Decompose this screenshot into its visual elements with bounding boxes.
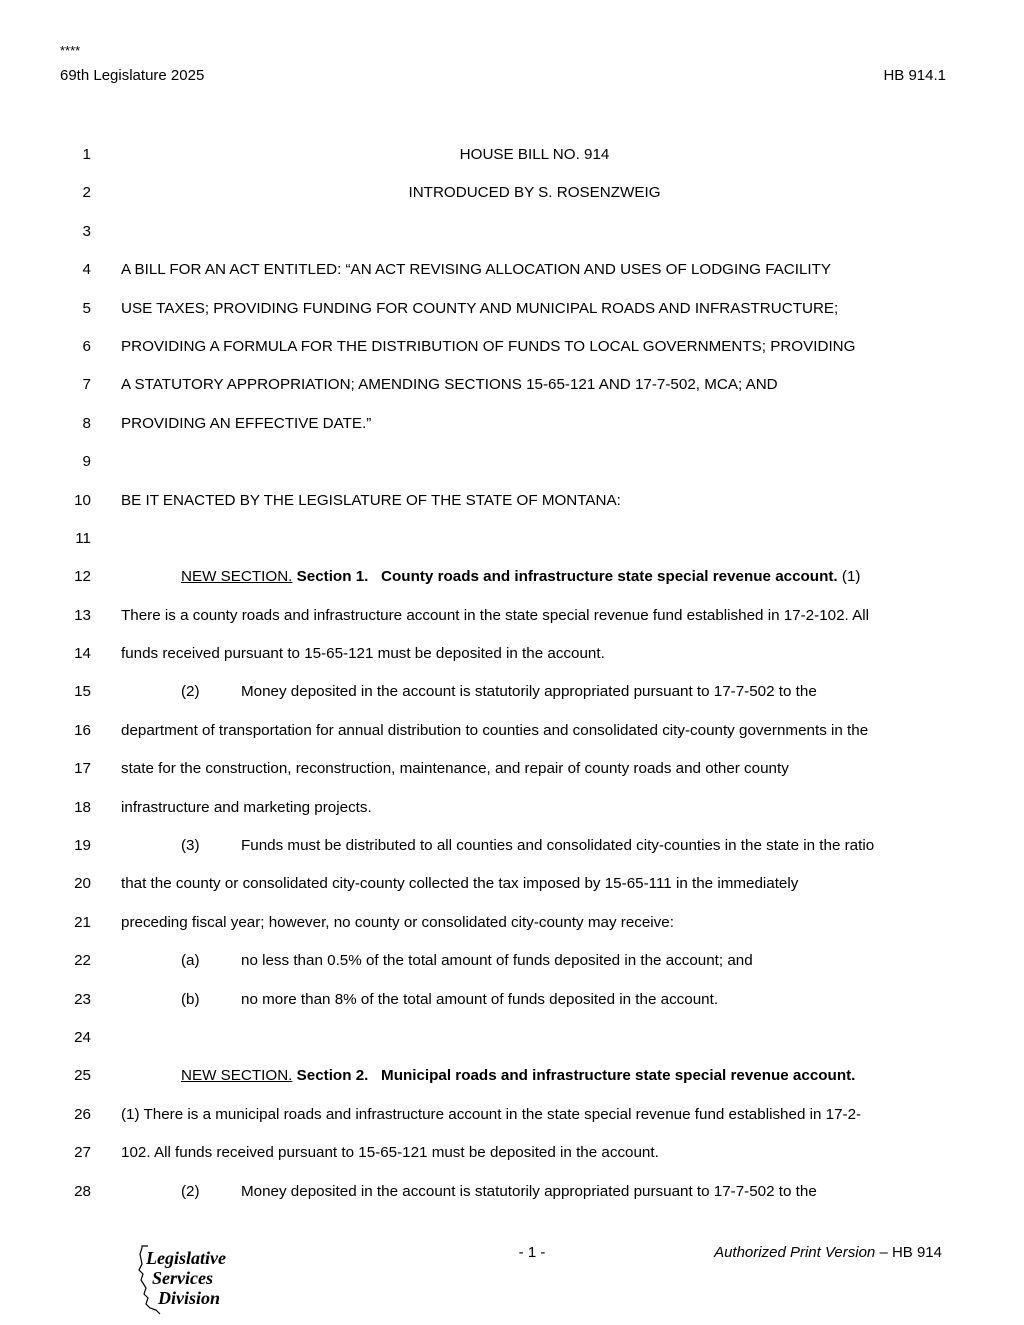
line: [0, 1173, 1024, 1211]
line-text: USE TAXES; PROVIDING FUNDING FOR COUNTY AND MUNICIPAL ROADS AND INFRASTRUCTURE;: [121, 299, 839, 317]
line-number: 28: [74, 1182, 91, 1200]
section-title: Municipal roads and infrastructure state special revenue account.: [381, 1067, 856, 1085]
line: [0, 558, 1024, 596]
line-number: 12: [74, 568, 91, 586]
line: [0, 750, 1024, 788]
line-text: that the county or consolidated city-county collected the tax imposed by 15-65-111 in the immediately: [121, 875, 799, 893]
new-section-marker: NEW SECTION.: [181, 568, 293, 586]
logo-line-1: Legislative: [146, 1248, 226, 1268]
line: [0, 290, 1024, 328]
line-number: 8: [82, 414, 91, 432]
line-text: PROVIDING AN EFFECTIVE DATE.”: [121, 414, 372, 432]
line: [0, 405, 1024, 443]
line-number: 7: [82, 376, 91, 394]
line-number: 15: [74, 683, 91, 701]
legislature-session: 69th Legislature 2025: [60, 67, 205, 84]
section-number: Section 1.: [296, 568, 369, 586]
subsection-label: (3): [181, 837, 200, 855]
authorized-print-version: [714, 1244, 942, 1261]
line-text: preceding fiscal year; however, no county or consolidated city-county may receive:: [121, 913, 674, 931]
enacting-clause: BE IT ENACTED BY THE LEGISLATURE OF THE STATE OF MONTANA:: [121, 491, 621, 509]
page-number: - 1 -: [518, 1244, 546, 1261]
bill-text: [0, 136, 1024, 1211]
subsection-label: (a): [181, 952, 200, 970]
line-text: There is a county roads and infrastructure account in the state special revenue fund established in 17-2-102. All: [121, 606, 870, 624]
line-number: 25: [74, 1067, 91, 1085]
line: [0, 942, 1024, 980]
line: [0, 981, 1024, 1019]
section-heading: [181, 1057, 948, 1095]
line: [0, 789, 1024, 827]
section-number: Section 2.: [296, 1067, 369, 1085]
logo-line-3: Division: [158, 1288, 221, 1308]
line: [0, 865, 1024, 903]
line: [0, 251, 1024, 289]
section-title: County roads and infrastructure state special revenue account.: [381, 568, 838, 586]
line-number: 13: [74, 606, 91, 624]
line: [0, 174, 1024, 212]
line-number: 26: [74, 1105, 91, 1123]
subsection-label: (2): [181, 683, 200, 701]
line-number: 23: [74, 990, 91, 1008]
line-number: 3: [82, 222, 91, 240]
header-stars: ****: [60, 43, 81, 58]
line-number: 19: [74, 837, 91, 855]
bill-title: HOUSE BILL NO. 914: [459, 146, 610, 163]
line: [0, 213, 1024, 251]
line-number: 10: [74, 491, 91, 509]
line-text: 102. All funds received pursuant to 15-65-121 must be deposited in the account.: [121, 1144, 659, 1162]
line-number: 9: [82, 453, 91, 471]
authorized-bill: – HB 914: [875, 1244, 942, 1261]
line-text: Funds must be distributed to all counties and consolidated city-counties in the state in the ratio: [241, 837, 875, 855]
line: [0, 136, 1024, 174]
line: [0, 712, 1024, 750]
line: [0, 673, 1024, 711]
subsection-label: (2): [181, 1182, 200, 1200]
line-text: PROVIDING A FORMULA FOR THE DISTRIBUTION OF FUNDS TO LOCAL GOVERNMENTS; PROVIDING: [121, 337, 856, 355]
line: [0, 1134, 1024, 1172]
line-number: 11: [75, 529, 91, 547]
line-text: (1) There is a municipal roads and infrastructure account in the state special revenue fund established in 17-2-: [121, 1105, 862, 1123]
line-text: infrastructure and marketing projects.: [121, 798, 372, 816]
authorized-label: Authorized Print Version: [714, 1244, 876, 1261]
line-number: 18: [74, 798, 91, 816]
line-number: 5: [82, 299, 91, 317]
line-number: 17: [74, 760, 91, 778]
line-number: 21: [74, 913, 91, 931]
line: [0, 1019, 1024, 1057]
line: [0, 904, 1024, 942]
line: [0, 1096, 1024, 1134]
line-text: no less than 0.5% of the total amount of funds deposited in the account; and: [241, 952, 753, 970]
line: [0, 366, 1024, 404]
line: [0, 635, 1024, 673]
subsection-label: (b): [181, 990, 200, 1008]
line-text: department of transportation for annual distribution to counties and consolidated city-county governments in the: [121, 721, 869, 739]
line-number: 16: [74, 721, 91, 739]
line-number: 22: [74, 952, 91, 970]
line-text: A STATUTORY APPROPRIATION; AMENDING SECTIONS 15-65-121 AND 17-7-502, MCA; AND: [121, 376, 778, 394]
line-text: Money deposited in the account is statutorily appropriated pursuant to 17-7-502 to the: [241, 683, 817, 701]
new-section-marker: NEW SECTION.: [181, 1067, 293, 1085]
line-number: 14: [74, 645, 91, 663]
line-number: 27: [74, 1144, 91, 1162]
line-text: funds received pursuant to 15-65-121 must be deposited in the account.: [121, 645, 605, 663]
line: [0, 328, 1024, 366]
line-text: Money deposited in the account is statutorily appropriated pursuant to 17-7-502 to the: [241, 1182, 817, 1200]
line: [0, 597, 1024, 635]
section-heading: [181, 558, 948, 596]
bill-id: HB 914.1: [883, 67, 946, 84]
line-text: no more than 8% of the total amount of funds deposited in the account.: [241, 990, 719, 1008]
line: [0, 1057, 1024, 1095]
line-number: 6: [82, 337, 91, 355]
bill-sponsor: INTRODUCED BY S. ROSENZWEIG: [408, 184, 661, 202]
line: [0, 443, 1024, 481]
line-number: 4: [82, 261, 91, 279]
line-number: 24: [74, 1028, 91, 1046]
line: [0, 827, 1024, 865]
line-number: 1: [82, 146, 91, 163]
line-number: 2: [82, 184, 91, 202]
subsection-number: (1): [841, 568, 861, 586]
line-number: 20: [74, 875, 91, 893]
line: [0, 482, 1024, 520]
line-text: A BILL FOR AN ACT ENTITLED: “AN ACT REVISING ALLOCATION AND USES OF LODGING FACILITY: [121, 261, 832, 279]
line: [0, 520, 1024, 558]
logo-line-2: Services: [152, 1268, 213, 1288]
line-text: state for the construction, reconstruction, maintenance, and repair of county roads and other county: [121, 760, 789, 778]
